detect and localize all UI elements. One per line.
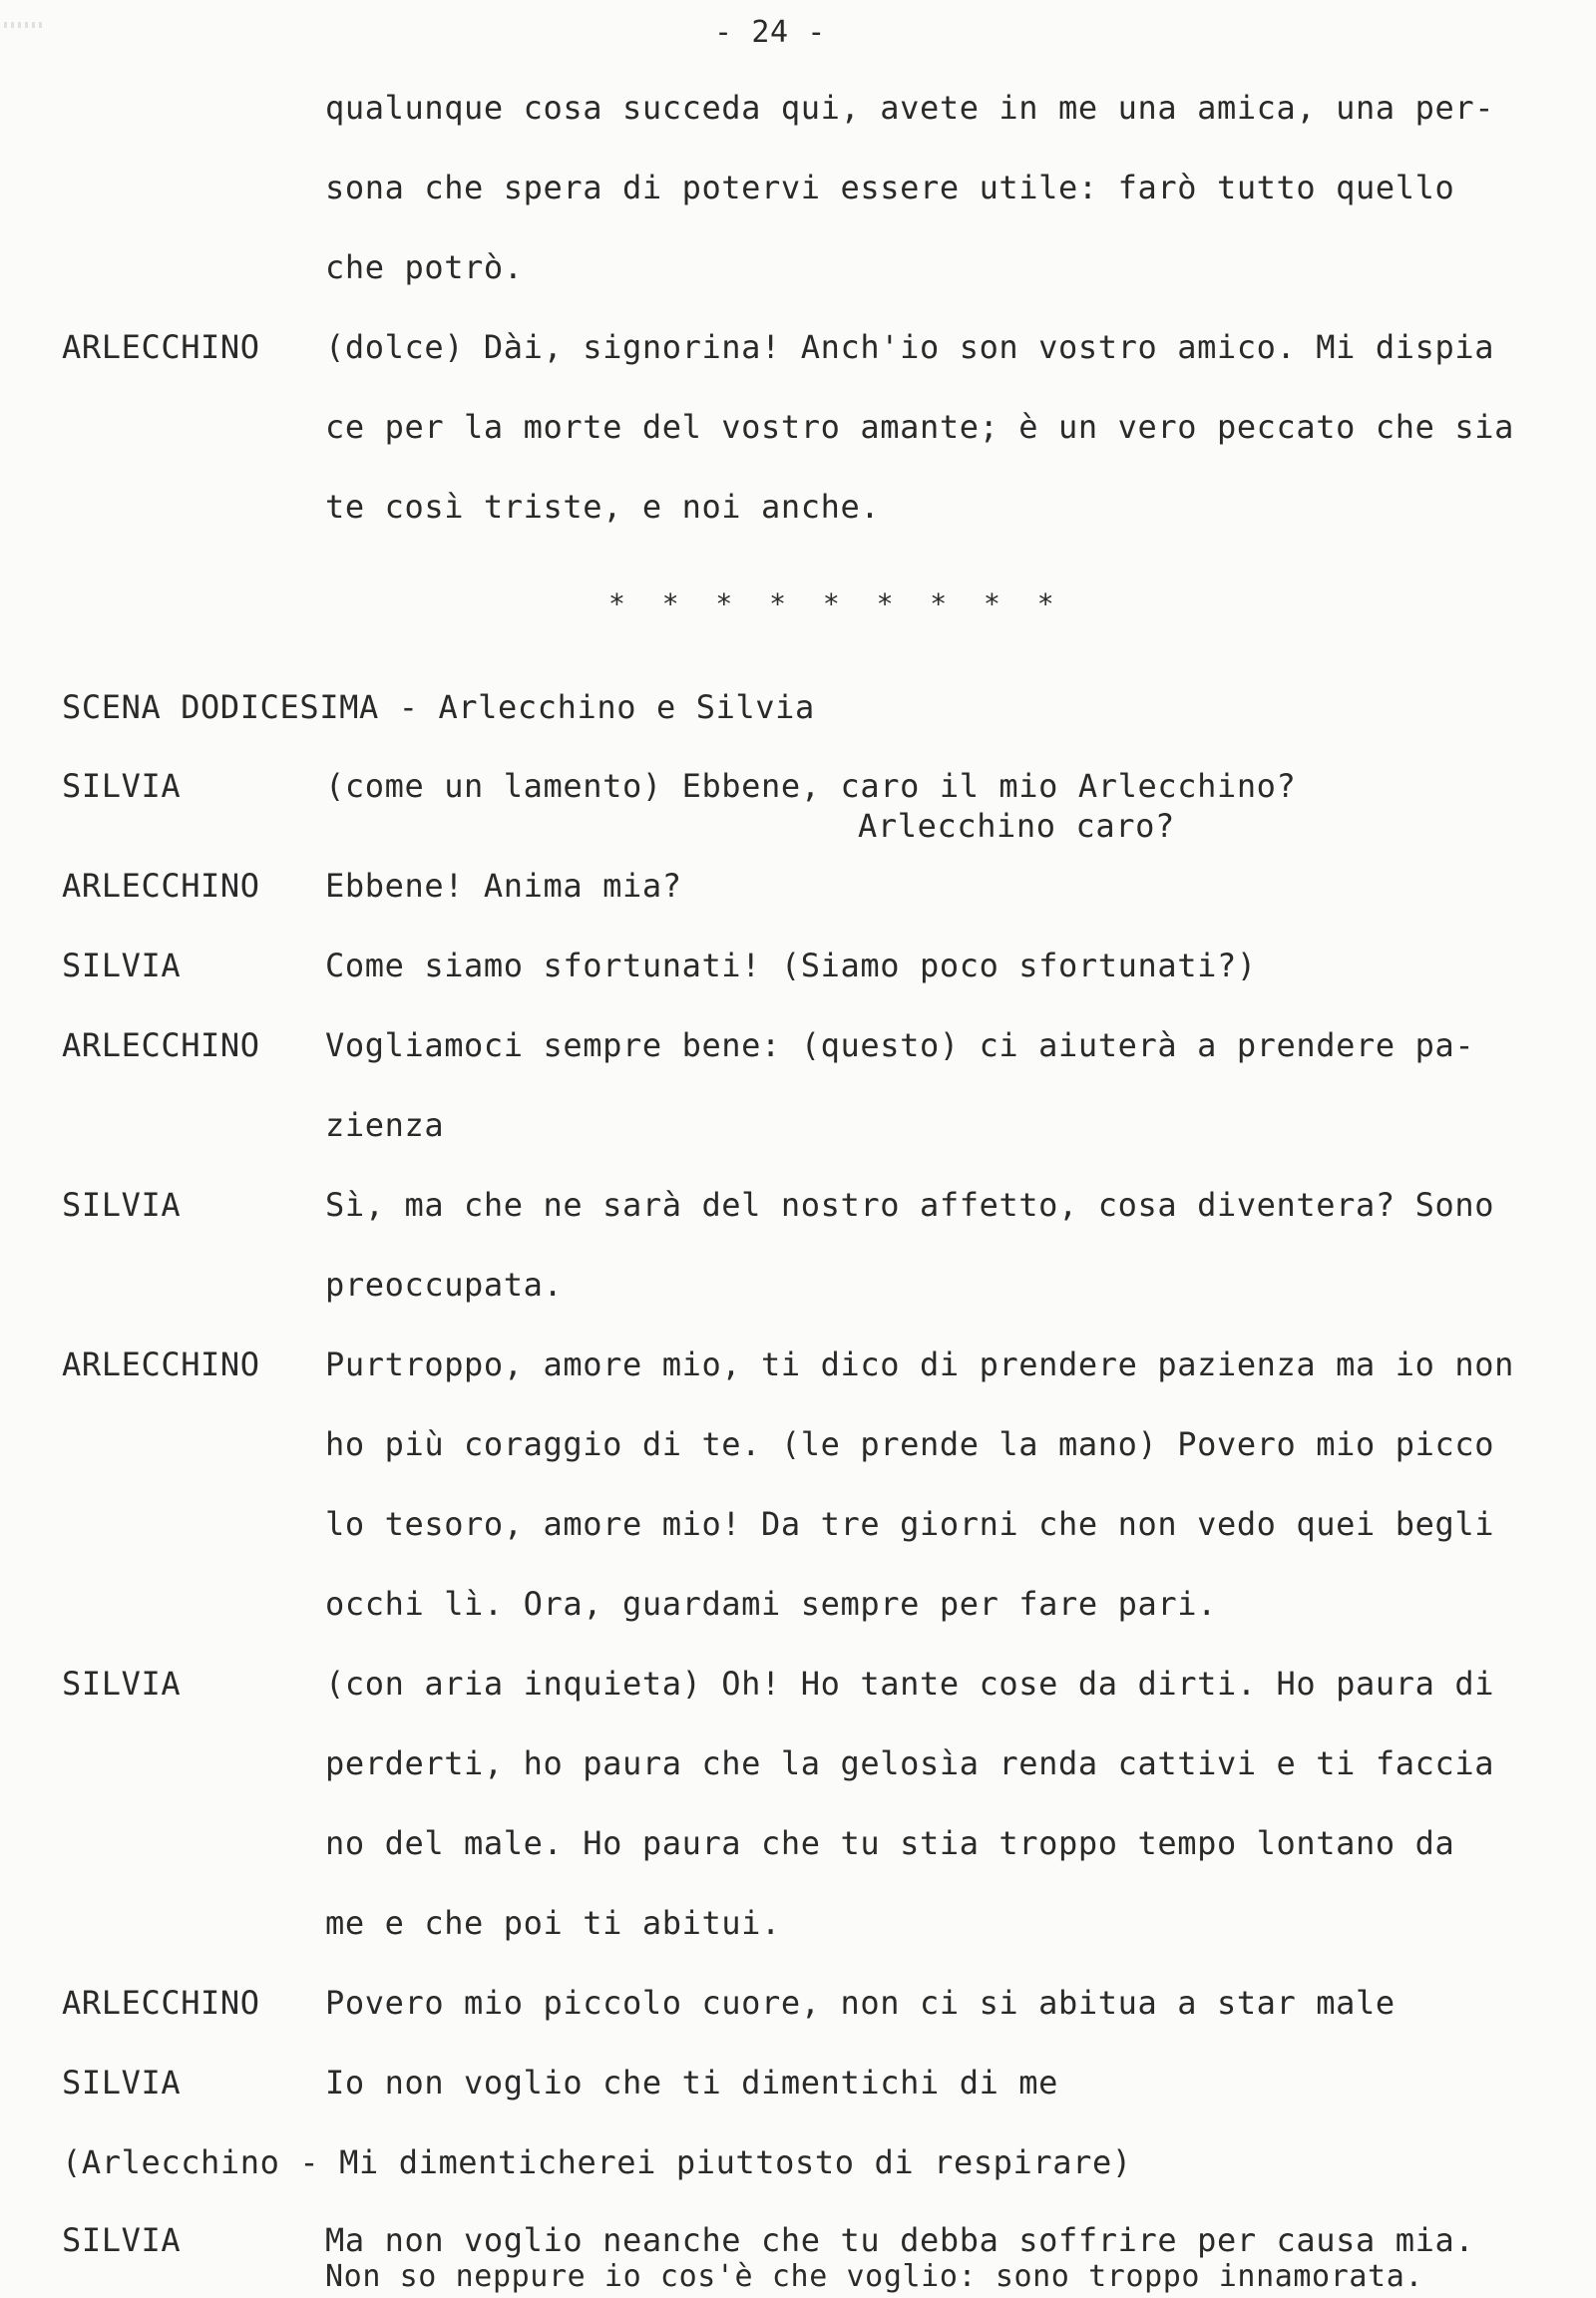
speaker-name: ARLECCHINO [62, 328, 260, 366]
dialogue-line: ce per la morte del vostro amante; è un vero peccato che sia [325, 408, 1514, 446]
dialogue-line: Povero mio piccolo cuore, non ci si abitua a star male [325, 1984, 1396, 2022]
dialogue-line: lo tesoro, amore mio! Da tre giorni che non vedo quei begli [325, 1505, 1495, 1543]
scan-speck [4, 22, 44, 28]
dialogue-line: Sì, ma che ne sarà del nostro affetto, cosa diventera? Sono [325, 1186, 1495, 1224]
speaker-name: SILVIA [62, 947, 182, 984]
dialogue-line: Io non voglio che ti dimentichi di me [325, 2064, 1059, 2102]
dialogue-line: Ebbene! Anima mia? [325, 867, 682, 905]
speaker-name: ARLECCHINO [62, 867, 260, 905]
dialogue-line: (con aria inquieta) Oh! Ho tante cose da dirti. Ho paura di [325, 1665, 1495, 1703]
dialogue-line: preoccupata. [325, 1266, 564, 1304]
speaker-name: SILVIA [62, 1186, 182, 1224]
dialogue-line: no del male. Ho paura che tu stia troppo tempo lontano da [325, 1824, 1455, 1862]
scene-separator: * * * * * * * * * [608, 587, 1064, 620]
dialogue-continuation: Arlecchino caro? [858, 807, 1175, 845]
scene-heading: SCENA DODICESIMA - Arlecchino e Silvia [62, 688, 815, 726]
dialogue-line: Non so neppure io cos'è che voglio: sono troppo innamorata. [325, 2259, 1424, 2294]
speaker-name: ARLECCHINO [62, 1026, 260, 1064]
speaker-name: SILVIA [62, 767, 182, 805]
dialogue-line: sona che spera di potervi essere utile: farò tutto quello [325, 169, 1455, 206]
dialogue-line: ho più coraggio di te. (le prende la mano) Povero mio picco [325, 1425, 1495, 1463]
dialogue-line: te così triste, e noi anche. [325, 488, 881, 526]
speaker-name: SILVIA [62, 2221, 182, 2259]
dialogue-line: qualunque cosa succeda qui, avete in me una amica, una per- [325, 89, 1495, 127]
dialogue-line: (come un lamento) Ebbene, caro il mio Arlecchino? [325, 767, 1297, 805]
speaker-name: SILVIA [62, 1665, 182, 1703]
speaker-name: ARLECCHINO [62, 1984, 260, 2022]
dialogue-line: zienza [325, 1106, 445, 1144]
dialogue-line: occhi lì. Ora, guardami sempre per fare pari. [325, 1585, 1217, 1623]
dialogue-line: Come siamo sfortunati! (Siamo poco sfortunati?) [325, 947, 1257, 984]
dialogue-line: me e che poi ti abitui. [325, 1904, 781, 1942]
dialogue-line: Ma non voglio neanche che tu debba soffrire per causa mia. [325, 2221, 1475, 2259]
dialogue-line: Vogliamoci sempre bene: (questo) ci aiuterà a prendere pa- [325, 1026, 1475, 1064]
dialogue-line: perderti, ho paura che la gelosìa renda cattivi e ti faccia [325, 1744, 1495, 1782]
dialogue-line: (dolce) Dài, signorina! Anch'io son vostro amico. Mi dispia [325, 328, 1495, 366]
speaker-name: ARLECCHINO [62, 1345, 260, 1383]
stage-direction: (Arlecchino - Mi dimenticherei piuttosto di respirare) [62, 2143, 1132, 2181]
page-number: - 24 - [714, 15, 826, 50]
dialogue-line: che potrò. [325, 248, 524, 286]
dialogue-line: Purtroppo, amore mio, ti dico di prendere pazienza ma io non [325, 1345, 1514, 1383]
speaker-name: SILVIA [62, 2064, 182, 2102]
